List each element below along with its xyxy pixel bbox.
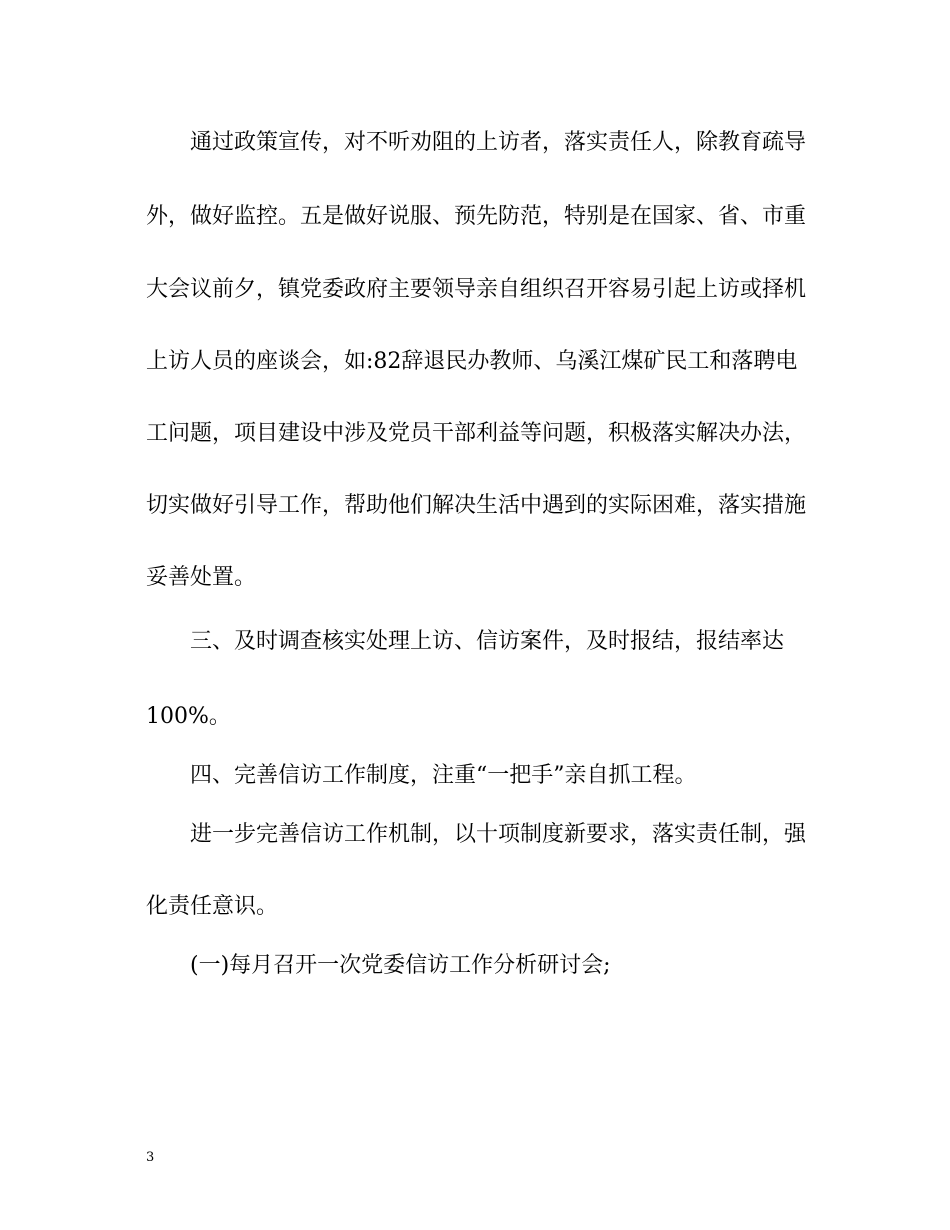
paragraph-line: 化责任意识。	[146, 894, 279, 919]
paragraph-line: 通过政策宣传，对不听劝阻的上访者，落实责任人，除教育疏导	[190, 130, 807, 155]
paragraph-line: 上访人员的座谈会，如:82辞退民办教师、乌溪江煤矿民工和落聘电	[146, 349, 798, 374]
section-heading-line: 三、及时调查核实处理上访、信访案件，及时报结，报结率达	[190, 629, 785, 654]
paragraph-line: 100%。	[146, 704, 231, 729]
section-heading: 四、完善信访工作制度，注重“一把手”亲自抓工程。	[190, 763, 697, 788]
paragraph-line: 妥善处置。	[146, 565, 257, 590]
list-item: (一)每月召开一次党委信访工作分析研讨会;	[190, 953, 611, 978]
paragraph-line: 外，做好监控。五是做好说服、预先防范，特别是在国家、省、市重	[146, 204, 807, 229]
paragraph-line: 工问题，项目建设中涉及党员干部利益等问题，积极落实解决办法，	[146, 421, 807, 446]
page-number: 3	[146, 1150, 155, 1165]
paragraph-line: 切实做好引导工作，帮助他们解决生活中遇到的实际困难，落实措施	[146, 493, 807, 518]
paragraph-line: 大会议前夕，镇党委政府主要领导亲自组织召开容易引起上访或择机	[146, 277, 807, 302]
paragraph-line: 进一步完善信访工作机制，以十项制度新要求，落实责任制，强	[190, 822, 807, 847]
